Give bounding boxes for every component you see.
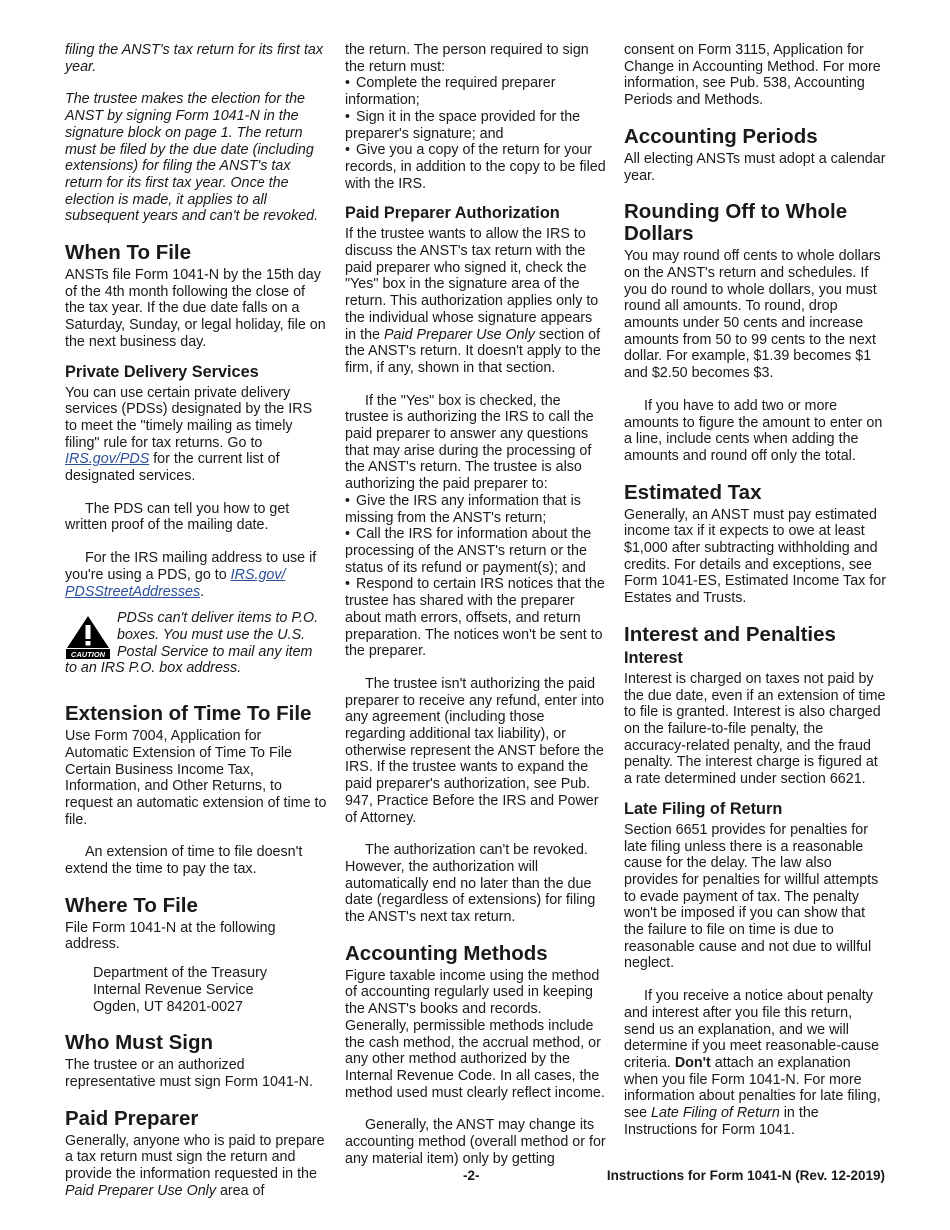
paragraph: For the IRS mailing address to use if you're using a PDS, go to IRS.gov/ PDSStreetAddresses. <box>65 550 317 600</box>
bullet-item: • Call the IRS for information about the processing of the ANST's return or the status of its refund or payment(s); and <box>345 526 607 576</box>
heading-estimated-tax: Estimated Tax <box>624 480 762 504</box>
heading-where-to-file: Where To File <box>65 893 198 917</box>
heading-when-to-file: When To File <box>65 241 192 265</box>
column-3 <box>624 42 886 1138</box>
paragraph: The trustee isn't authorizing the paid preparer to receive any refund, enter into any agreement (including those regarding additional tax liability), or otherwise represent the ANST before the IRS. If the trustee wants to expand the paid preparer's authorization, see Pub. 947, Practice Before the IRS and Power of Attorney. <box>345 675 605 826</box>
paragraph: You may round off cents to whole dollars on the ANST's return and schedules. If you do round to whole dollars, you must round all amounts. To round, drop amounts under 50 cents and increase amounts from 50 to 99 cents to the next dollar. For example, $1.39 becomes $1 and $2.50 becomes $3. <box>624 248 881 382</box>
page-number: -2- <box>463 1168 480 1183</box>
heading-late-filing: Late Filing of Return <box>624 799 783 818</box>
heading-rounding-off: Rounding Off to Whole Dollars <box>624 200 848 246</box>
paragraph: Section 6651 provides for penalties for late filing unless there is a reasonable cause for the delay. The law also provides for penalties for willful attempts to evade payment of tax. The penalty won't be imposed if you can show that the failure to file on time is due to reasonable cause and not due to willful neglect. <box>624 821 879 972</box>
bullet-item: • Give the IRS any information that is missing from the ANST's return; <box>345 493 607 526</box>
paragraph: Figure taxable income using the method of accounting regularly used in keeping the ANST's books and records. Generally, permissible methods include the cash method, the accrual method, or any other method authorized by the Internal Revenue Code. In all cases, the method used must clearly reflect income. <box>345 967 605 1101</box>
address-line: Department of the Treasury <box>93 965 268 982</box>
paragraph: The trustee or an authorized representative must sign Form 1041-N. <box>65 1057 313 1090</box>
caution-icon <box>65 614 111 660</box>
paragraph: Use Form 7004, Application for Automatic Extension of Time To File Certain Business Income Tax, Information, and Other Returns, to request an automatic extension of time to file. <box>65 728 327 828</box>
address-line: Ogden, UT 84201-0027 <box>93 998 243 1015</box>
paragraph: All electing ANSTs must adopt a calendar year. <box>624 150 886 184</box>
heading-private-delivery-services: Private Delivery Services <box>65 362 259 381</box>
heading-accounting-methods: Accounting Methods <box>345 941 548 965</box>
heading-interest-and-penalties: Interest and Penalties <box>624 622 836 646</box>
paragraph: Generally, the ANST may change its accounting method (overall method or for any material item) only by getting <box>345 1117 606 1167</box>
paragraph: If the "Yes" box is checked, the trustee is authorizing the IRS to call the paid preparer to answer any questions that may arise during the processing of the ANST's return. The trustee is also authorizing the paid preparer to: <box>345 392 594 493</box>
paragraph: You can use certain private delivery services (PDSs) designated by the IRS to meet the "timely mailing as timely filing" rule for tax returns. Go to IRS.gov/PDS for the current list of designated services. <box>65 384 313 485</box>
paragraph: Interest is charged on taxes not paid by the due date, even if an extension of time to file is granted. Interest is also charged on the failure-to-file penalty, the accuracy-related penalty, and the fraud penalty. The interest charge is figured at a rate determined under section 6621. <box>624 670 886 788</box>
paragraph: the return. The person required to sign the return must: <box>345 42 589 75</box>
paragraph: If you have to add two or more amounts to figure the amount to enter on a line, include cents when adding the amounts and round off only the total. <box>624 397 883 464</box>
paragraph: If you receive a notice about penalty and interest after you file this return, send us an explanation, and we will determine if you meet reasonable-cause criteria. Don't attach an explanation when you file Form 1041-N. For more information about penalties for late filing, see Late Filing of Return in the Instructions for Form 1041. <box>624 988 881 1138</box>
paragraph: Generally, anyone who is paid to prepare a tax return must sign the return and provide the information requested in the Paid Preparer Use Only area of <box>65 1132 325 1199</box>
column-2 <box>345 42 607 1167</box>
paragraph: The authorization can't be revoked. However, the authorization will automatically end no later than the due date (regardless of extensions) for filing the ANST's next tax return. <box>345 842 596 926</box>
column-1 <box>65 42 327 1199</box>
paragraph: File Form 1041-N at the following address. <box>65 919 276 953</box>
heading-paid-preparer: Paid Preparer <box>65 1106 199 1130</box>
heading-who-must-sign: Who Must Sign <box>65 1031 214 1055</box>
paragraph: An extension of time to file doesn't extend the time to pay the tax. <box>65 844 303 878</box>
paragraph: ANSTs file Form 1041-N by the 15th day of the 4th month following the close of the tax year. If the due date falls on a Saturday, Sunday, or legal holiday, file on the next business day. <box>65 267 326 350</box>
heading-extension-of-time: Extension of Time To File <box>65 702 312 726</box>
bullet-item: • Complete the required preparer information; <box>345 75 607 108</box>
heading-paid-preparer-authorization: Paid Preparer Authorization <box>345 204 560 223</box>
paragraph: The PDS can tell you how to get written proof of the mailing date. <box>65 500 290 534</box>
election-paragraph: The trustee makes the election for the ANST by signing Form 1041-N in the signature block on page 1. The return must be filed by the due date (including extensions) for filing the ANST's tax return for its first tax year. Once the election is made, it applies to all subsequent years and can't be revoked. <box>65 91 319 225</box>
bullet-item: • Respond to certain IRS notices that the trustee has shared with the preparer about math errors, offsets, and return preparation. The notices won't be sent to the preparer. <box>345 576 607 660</box>
bullet-item: • Sign it in the space provided for the preparer's signature; and <box>345 109 607 142</box>
address-line: Internal Revenue Service <box>93 981 254 998</box>
paragraph: consent on Form 3115, Application for Change in Accounting Method. For more information, see Pub. 538, Accounting Periods and Methods. <box>624 42 881 109</box>
paragraph: If the trustee wants to allow the IRS to discuss the ANST's tax return with the paid preparer who signed it, check the "Yes" box in the signature area of the return. This authorization applies only to the individual whose signature appears in the Paid Preparer Use Only section of the ANST's return. It doesn't apply to the firm, if any, shown in that section. <box>345 226 601 376</box>
caution-label: CAUTION <box>70 650 106 660</box>
heading-interest: Interest <box>624 648 683 667</box>
heading-accounting-periods: Accounting Periods <box>624 124 818 148</box>
link-irs-pds[interactable]: IRS.gov/PDS <box>65 451 150 468</box>
paragraph: Generally, an ANST must pay estimated income tax if it expects to owe at least $1,000 after subtracting withholding and credits. For details and exceptions, see Form 1041-ES, Estimated Income Tax for Estates and Trusts. <box>624 506 886 607</box>
mailing-address <box>65 965 327 1015</box>
footer-form-title: Instructions for Form 1041-N (Rev. 12-2019) <box>606 1168 885 1183</box>
paragraph: filing the ANST's tax return for its first tax year. <box>65 42 324 75</box>
bullet-item: • Give you a copy of the return for your records, in addition to the copy to be filed with the IRS. <box>345 142 607 192</box>
caution-note <box>65 610 327 677</box>
link-pds-street-addresses[interactable]: IRS.gov/ PDSStreetAddresses <box>65 566 286 600</box>
caution-text: PDSs can't deliver items to P.O. boxes. You must use the U.S. Postal Service to mail any item to an IRS P.O. box address. <box>65 610 319 677</box>
